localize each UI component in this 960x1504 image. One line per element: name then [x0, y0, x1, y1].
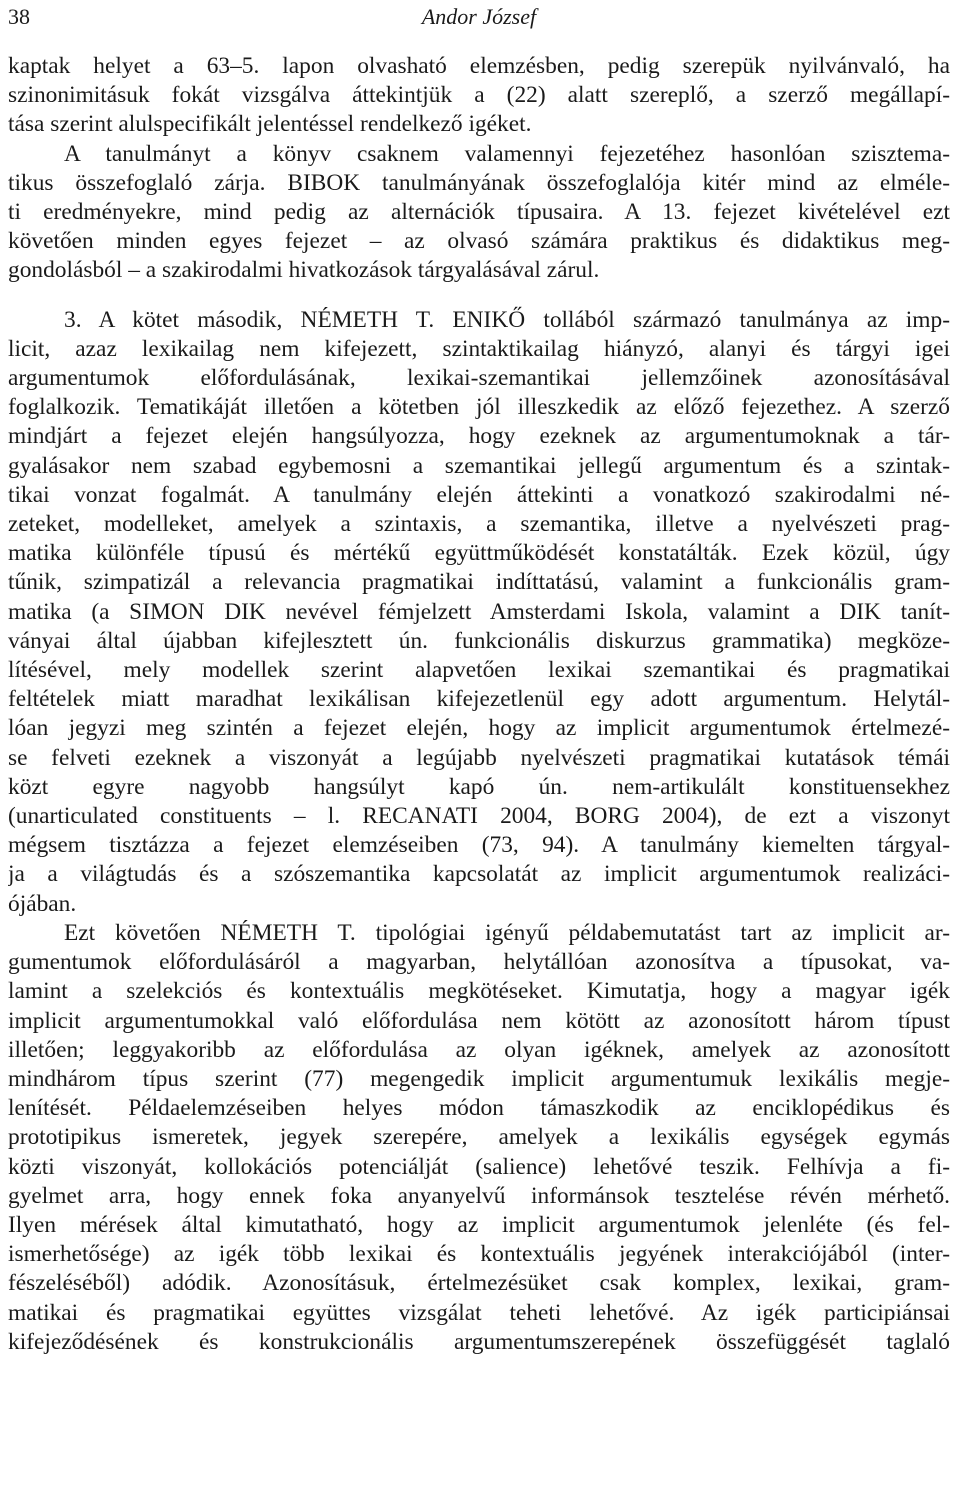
text-line: ójában. [8, 890, 77, 917]
paragraph-gap [8, 286, 950, 306]
text-line: Ezt követően NÉMETH T. tipológiai igényű példabemutatást tart az implicit ar- [64, 919, 950, 946]
text-line: ti eredményekre, mind pedig az alternációk típusaira. A 13. fejezet kivételével ezt [8, 199, 950, 226]
text-line: prototipikus ismeretek, jegyek szerepére, amelyek a lexikális egységek egymás [8, 1124, 950, 1151]
text-line: gyalásakor nem szabad egybemosni a szemantikai jellegű argumentum és a szintak- [8, 452, 950, 479]
text-line: gondolásból – a szakirodalmi hivatkozások tárgyalásával zárul. [8, 257, 600, 284]
text-line: foglalkozik. Tematikáját illetően a kötetben jól illeszkedik az előző fejezethez. A szerző [8, 394, 950, 421]
text-line: szinonimitásuk fokát vizsgálva áttekintjük a (22) alatt szereplő, a szerző megállapí- [8, 82, 950, 109]
text-line: lamint a szelekciós és kontextuális megkötéseket. Kimutatja, hogy a magyar igék [8, 978, 950, 1005]
text-line: ismerhetősége) az igék több lexikai és kontextuális jegyének interakciójából (inter- [8, 1241, 950, 1268]
text-line: közt egyre nagyobb hangsúlyt kapó ún. nem-artikulált konstituensekhez [8, 773, 950, 800]
text-line: (unarticulated constituents – l. RECANATI 2004, BORG 2004), de ezt a viszonyt [8, 803, 950, 830]
text-line: A tanulmányt a könyv csaknem valamennyi fejezetéhez hasonlóan szisztema- [64, 140, 950, 167]
text-line: lenítését. Példaelemzéseiben helyes módon támaszkodik az enciklopédikus és [8, 1095, 950, 1122]
text-line: mindjárt a fejezet elején hangsúlyozza, hogy ezeknek az argumentumoknak a tár- [8, 423, 950, 450]
text-line: lóan jegyzi meg szintén a fejezet elején, hogy az implicit argumentumok értelmezé- [8, 715, 950, 742]
text-line: 3. A kötet második, NÉMETH T. ENIKŐ tollából származó tanulmánya az imp- [64, 306, 950, 333]
text-line: ja a világtudás és a szószemantika kapcsolatát az implicit argumentumok realizáci- [8, 861, 950, 888]
paragraph [8, 52, 950, 140]
text-line: matika (a SIMON DIK nevével fémjelzett Amsterdami Iskola, valamint a DIK tanít- [8, 598, 950, 625]
paragraph [8, 140, 950, 286]
text-line: kifejeződésének és konstrukcionális argumentumszerepének összefüggését taglaló [8, 1328, 950, 1355]
text-line: tikus összefoglaló zárja. BIBOK tanulmányának összefoglalója kitér mind az elméle- [8, 169, 950, 196]
text-line: illetően; leggyakoribb az előfordulása az olyan igéknek, amelyek az azonosított [8, 1036, 950, 1063]
text-line: fészeléséből) adódik. Azonosításuk, értelmezésüket csak komplex, lexikai, gram- [8, 1270, 950, 1297]
text-line: tűnik, szimpatizál a relevancia pragmatikai indíttatású, valamint a funkcionális gram- [8, 569, 950, 596]
text-line: gumentumok előfordulásáról a magyarban, helytállóan azonosítva a típusokat, va- [8, 949, 950, 976]
text-line: gyelmet arra, hogy ennek foka anyanyelvű informánsok tesztelése révén mérhető. [8, 1182, 950, 1209]
text-line: se felveti ezeknek a viszonyát a legújabb nyelvészeti pragmatikai kutatások témái [8, 744, 950, 771]
text-line: licit, azaz lexikailag nem kifejezett, szintaktikailag hiányzó, alanyi és tárgyi igei [8, 335, 950, 362]
text-line: követően minden egyes fejezet – az olvasó számára praktikus és didaktikus meg- [8, 228, 950, 255]
text-line: közti viszonyát, kollokációs potenciálját (salience) lehetővé teszik. Felhívja a fi- [8, 1153, 950, 1180]
page-header [8, 4, 950, 30]
text-line: lítésével, mely modellek szerint alapvetően lexikai szemantikai és pragmatikai [8, 657, 950, 684]
paragraph [8, 306, 950, 919]
text-line: feltételek miatt maradhat lexikálisan kifejezetlenül egy adott argumentum. Helytál- [8, 686, 950, 713]
text-line: tása szerint alulspecifikált jelentéssel rendelkező igéket. [8, 111, 532, 138]
text-line: matikai és pragmatikai együttes vizsgálat teheti lehetővé. Az igék participiánsai [8, 1299, 950, 1326]
paragraph [8, 919, 950, 1357]
text-line: zeteket, modelleket, amelyek a szintaxis, a szemantika, illetve a nyelvészeti prag- [8, 511, 950, 538]
text-line: argumentumok előfordulásának, lexikai-szemantikai jellemzőinek azonosításával [8, 365, 950, 392]
page-number: 38 [8, 4, 30, 29]
text-line: ványai által újabban kifejlesztett ún. funkcionális diskurzus grammatika) megköze- [8, 627, 950, 654]
text-line: kaptak helyet a 63–5. lapon olvasható elemzésben, pedig szerepük nyilvánvaló, ha [8, 53, 950, 79]
text-line: mindhárom típus szerint (77) megengedik implicit argumentumuk lexikális megje- [8, 1065, 950, 1092]
body-text [8, 52, 950, 1357]
running-head: Andor József [421, 4, 537, 29]
text-line: Ilyen mérések által kimutatható, hogy az implicit argumentumok jelenléte (és fel- [8, 1211, 950, 1238]
text-line: implicit argumentumokkal való előfordulása nem kötött az azonosított három típust [8, 1007, 950, 1034]
text-line: matika különféle típusú és mértékű együttműködését konstatálták. Ezek közül, úgy [8, 540, 950, 567]
text-line: mégsem tisztázza a fejezet elemzéseiben (73, 94). A tanulmány kiemelten tárgyal- [8, 832, 950, 859]
text-line: tikai vonzat fogalmát. A tanulmány elején áttekinti a vonatkozó szakirodalmi né- [8, 481, 950, 508]
